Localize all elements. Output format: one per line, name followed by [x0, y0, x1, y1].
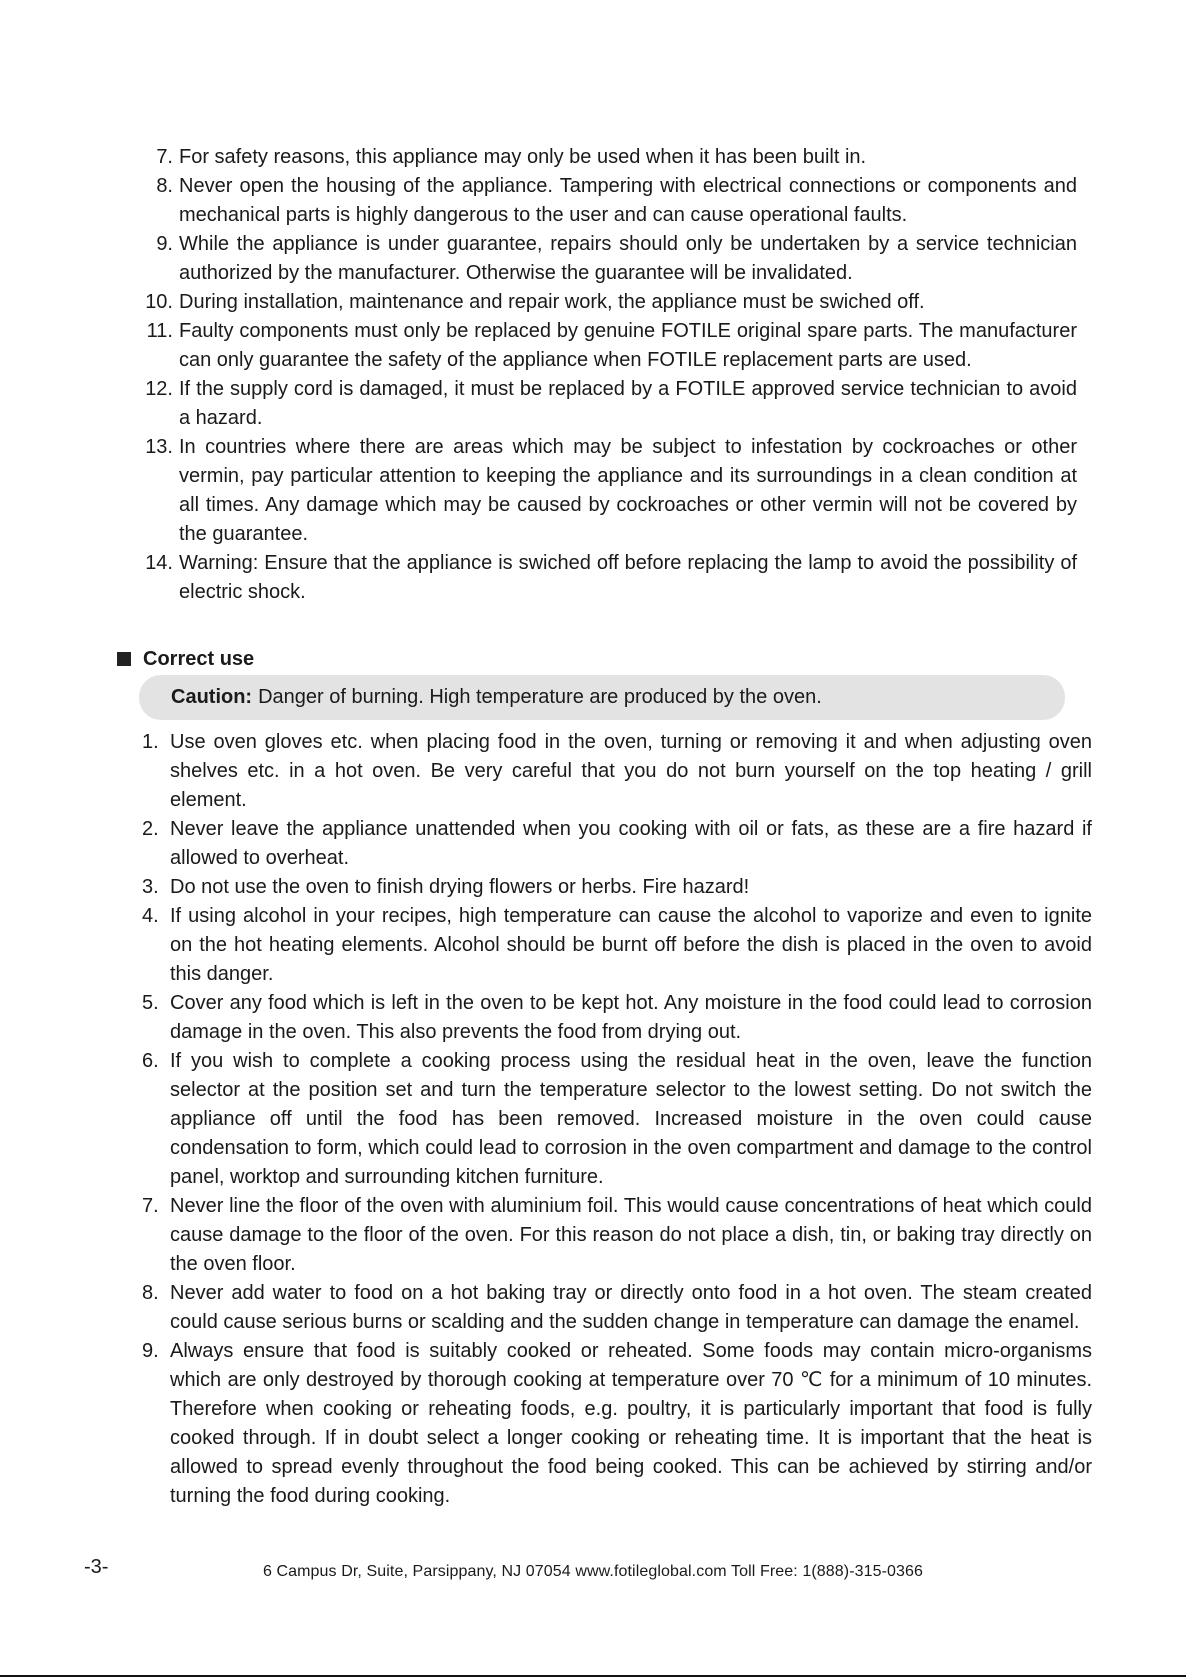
item-number: 9.: [142, 1340, 159, 1362]
list-item: [142, 317, 1077, 375]
list-item: [142, 172, 1077, 230]
list-item: [142, 1192, 1092, 1279]
list-item: [142, 1047, 1092, 1192]
item-number: 8.: [156, 175, 173, 197]
page-number: -3-: [84, 1556, 109, 1578]
item-number: 2.: [142, 818, 159, 840]
item-number: 3.: [142, 876, 159, 898]
item-number: 12.: [145, 378, 173, 400]
item-text: If you wish to complete a cooking process using the residual heat in the oven, leave the function selector at the position set and turn the temperature selector to the lowest setting. Do not switch the appliance off until the food has been removed. Increased moisture in the oven could cause condensation to form, which could lead to corrosion in the oven compartment and damage to the control panel, worktop and surrounding kitchen furniture.: [170, 1050, 1092, 1188]
square-bullet-icon: [117, 652, 131, 666]
caution-label: Caution:: [171, 686, 253, 708]
list-item: [142, 549, 1077, 607]
item-number: 8.: [142, 1282, 159, 1304]
item-text: Use oven gloves etc. when placing food in the oven, turning or removing it and when adjusting oven shelves etc. in a hot oven. Be very careful that you do not burn yourself on the top heating / grill element.: [170, 731, 1092, 811]
list-item: [142, 902, 1092, 989]
item-text: If using alcohol in your recipes, high temperature can cause the alcohol to vaporize and even to ignite on the hot heating elements. Alcohol should be burnt off before the dish is placed in the oven to avoid this danger.: [170, 905, 1092, 985]
caution-text: Danger of burning. High temperature are produced by the oven.: [258, 686, 822, 708]
item-text: Faulty components must only be replaced by genuine FOTILE original spare parts. The manufacturer can only guarantee the safety of the appliance when FOTILE replacement parts are used.: [179, 320, 1077, 371]
list-item: [142, 1279, 1092, 1337]
item-text: During installation, maintenance and repair work, the appliance must be swiched off.: [179, 291, 925, 313]
item-number: 10.: [145, 291, 173, 313]
list-item: [142, 728, 1092, 815]
list-item: [142, 989, 1092, 1047]
item-number: 6.: [142, 1050, 159, 1072]
footer-contact: 6 Campus Dr, Suite, Parsippany, NJ 07054 www.fotileglobal.com Toll Free: 1(888)-315-0366: [262, 1563, 924, 1580]
list-item: [142, 873, 1092, 902]
caution-box: [139, 675, 1065, 720]
item-text: Never line the floor of the oven with aluminium foil. This would cause concentrations of heat which could cause damage to the floor of the oven. For this reason do not place a dish, tin, or baking tray directly on the oven floor.: [170, 1195, 1092, 1275]
item-text: Always ensure that food is suitably cooked or reheated. Some foods may contain micro-organisms which are only destroyed by thorough cooking at temperature over 70 ℃ for a minimum of 10 minutes. Therefore when cooking or reheating foods, e.g. poultry, it is particularly important that food is fully cooked through. If in doubt select a longer cooking or reheating time. It is important that the heat is allowed to spread evenly throughout the food being cooked. This can be achieved by stirring and/or turning the food during cooking.: [170, 1340, 1092, 1507]
section-heading: [117, 646, 254, 672]
list-item: [142, 433, 1077, 549]
item-number: 1.: [142, 731, 159, 753]
item-number: 7.: [156, 146, 173, 168]
item-text: Never add water to food on a hot baking tray or directly onto food in a hot oven. The steam created could cause serious burns or scalding and the sudden change in temperature can damage the enamel.: [170, 1282, 1092, 1333]
item-text: Warning: Ensure that the appliance is swiched off before replacing the lamp to avoid the possibility of electric shock.: [179, 552, 1077, 603]
item-text: Never leave the appliance unattended when you cooking with oil or fats, as these are a fire hazard if allowed to overheat.: [170, 818, 1092, 869]
list-item: [142, 1337, 1092, 1511]
list-item: [142, 375, 1077, 433]
section-title-text: Correct use: [143, 648, 255, 670]
item-number: 11.: [146, 320, 173, 342]
correct-use-list: [142, 728, 1092, 1511]
item-number: 5.: [142, 992, 159, 1014]
item-number: 14.: [145, 552, 173, 574]
item-number: 9.: [156, 233, 173, 255]
item-text: Never open the housing of the appliance. Tampering with electrical connections or components and mechanical parts is highly dangerous to the user and can cause operational faults.: [179, 175, 1077, 226]
list-item: [142, 230, 1077, 288]
item-text: In countries where there are areas which may be subject to infestation by cockroaches or other vermin, pay particular attention to keeping the appliance and its surroundings in a clean condition at all times. Any damage which may be caused by cockroaches or other vermin will not be covered by the guarantee.: [179, 436, 1077, 545]
list-item: [142, 288, 1077, 317]
list-item: [142, 815, 1092, 873]
item-text: Cover any food which is left in the oven to be kept hot. Any moisture in the food could lead to corrosion damage in the oven. This also prevents the food from drying out.: [170, 992, 1092, 1043]
safety-instructions-list: [142, 143, 1077, 607]
item-text: If the supply cord is damaged, it must be replaced by a FOTILE approved service technician to avoid a hazard.: [179, 378, 1077, 429]
item-text: For safety reasons, this appliance may only be used when it has been built in.: [179, 146, 867, 168]
item-number: 7.: [142, 1195, 159, 1217]
list-item: [142, 143, 1077, 172]
item-text: While the appliance is under guarantee, repairs should only be undertaken by a service technician authorized by the manufacturer. Otherwise the guarantee will be invalidated.: [179, 233, 1077, 284]
item-number: 13.: [145, 436, 173, 458]
item-text: Do not use the oven to finish drying flowers or herbs. Fire hazard!: [170, 876, 750, 898]
item-number: 4.: [142, 905, 159, 927]
